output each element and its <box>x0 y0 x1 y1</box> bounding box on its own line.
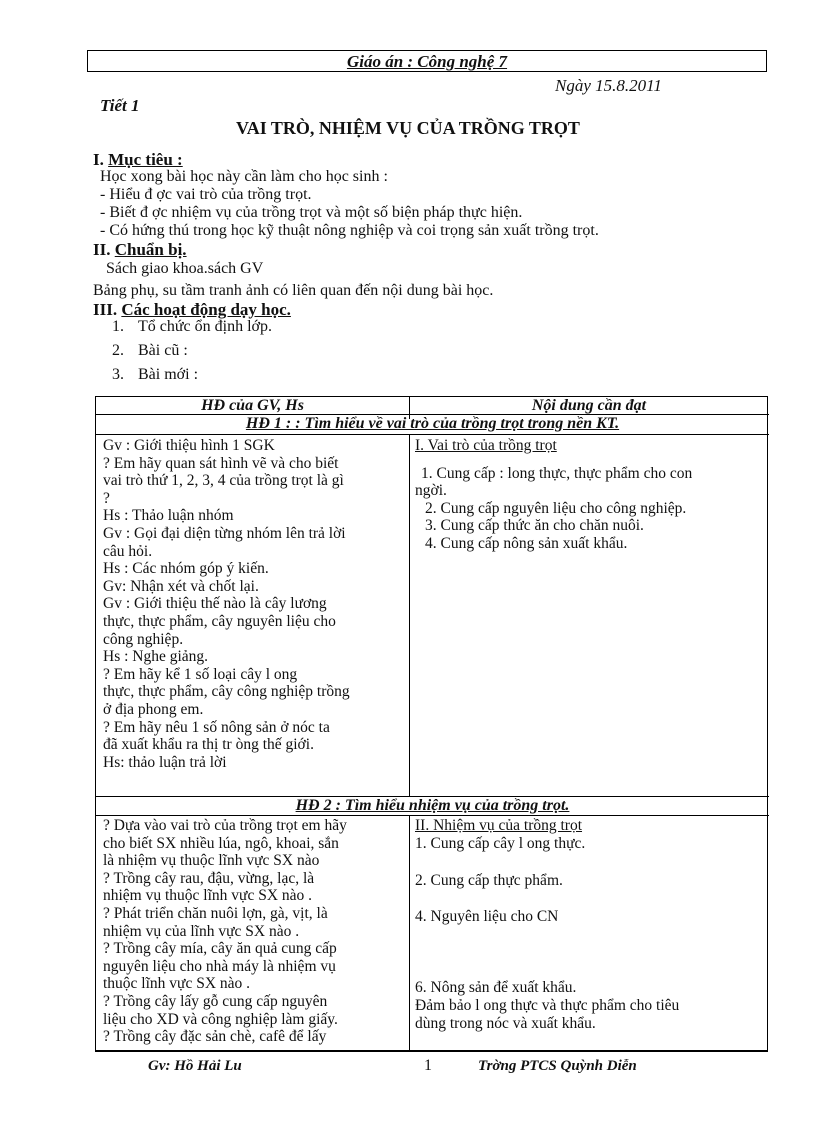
content-heading: II. Nhiệm vụ của trồng trọt <box>415 817 583 834</box>
text-line: thực, thực phẩm, cây công nghiệp trồng <box>103 683 350 701</box>
lesson-title: VAI TRÒ, NHIỆM VỤ CỦA TRỒNG TRỌT <box>236 118 580 138</box>
text-line: thuộc lĩnh vực SX nào . <box>103 975 251 993</box>
page-number: 1 <box>424 1057 432 1074</box>
row-divider <box>96 815 769 816</box>
activity-2-title: HĐ 2 : Tìm hiểu nhiệm vụ của trồng trọt. <box>295 797 570 814</box>
objectives-line: Học xong bài học này cần làm cho học sinh : <box>100 168 388 185</box>
text-line: ? Dựa vào vai trò của trồng trọt em hãy <box>103 817 347 834</box>
preparation-line: Sách giao khoa.sách GV <box>106 260 264 277</box>
activity-1-title: HĐ 1 : : Tìm hiểu về vai trò của trồng trọt trong nền KT. <box>245 415 620 432</box>
lesson-date: Ngày 15.8.2011 <box>555 76 662 95</box>
text-line: ? Em hãy quan sát hình vẽ và cho biết <box>103 454 339 472</box>
list-text: Tổ chức ổn định lớp. <box>138 318 272 335</box>
text-line: Hs : Các nhóm góp ý kiến. <box>103 560 269 578</box>
activity-list-item <box>112 366 198 384</box>
content-line: 4. Nguyên liệu cho CN <box>415 907 559 925</box>
section-number: I. <box>93 150 104 169</box>
text-line: nguyên liệu cho nhà máy là nhiệm vụ <box>103 957 336 975</box>
lesson-activity-table <box>95 396 768 1051</box>
text-line: Gv : Giới thiệu thế nào là cây lương <box>103 595 327 613</box>
text-line: ? Trồng cây đặc sản chè, cafê để lấy <box>103 1028 327 1046</box>
column-header-content: Nội dung cần đạt <box>531 397 647 414</box>
text-line: ở địa phong em. <box>103 700 204 718</box>
text-line: công nghiệp. <box>103 630 184 648</box>
text-line: Gv : Gọi đại diện từng nhóm lên trả lời <box>103 524 346 542</box>
text-line: ? Trồng cây rau, đậu, vừng, lạc, là <box>103 869 315 887</box>
text-line: Hs : Nghe giảng. <box>103 648 209 666</box>
text-line: đã xuất khẩu ra thị tr òng thế giới. <box>103 736 314 754</box>
text-line: ? Em hãy nêu 1 số nông sản ở nóc ta <box>103 718 330 736</box>
text-line: Hs : Thảo luận nhóm <box>103 507 234 525</box>
text-line: ? <box>103 489 110 507</box>
objectives-line: - Biết đ ợc nhiệm vụ của trồng trọt và một số biện pháp thực hiện. <box>100 204 523 221</box>
content-line: 2. Cung cấp nguyên liệu cho công nghiệp. <box>425 499 687 517</box>
content-line: 6. Nông sản để xuất khẩu. <box>415 979 577 997</box>
text-line: vai trò thứ 1, 2, 3, 4 của trồng trọt là gì <box>103 472 344 490</box>
text-line: liệu cho XD và công nghiệp làm giấy. <box>103 1010 338 1028</box>
footer-school: Trờng PTCS Quỳnh Diễn <box>478 1058 637 1074</box>
text-line: Hs: thảo luận trả lời <box>103 753 227 771</box>
section-number: III. <box>93 300 118 319</box>
list-text: Bài cũ : <box>138 342 188 359</box>
content-heading: I. Vai trò của trồng trọt <box>415 437 557 454</box>
text-line: ? Trồng cây mía, cây ăn quả cung cấp <box>103 940 337 958</box>
row-divider <box>96 434 769 435</box>
text-line: cho biết SX nhiều lúa, ngô, khoai, sắn <box>103 834 339 852</box>
text-line: ? Em hãy kể 1 số loại cây l ong <box>103 665 298 683</box>
content-line: 1. Cung cấp cây l ong thực. <box>415 834 586 852</box>
footer-rule <box>95 1051 768 1052</box>
text-line: nhiệm vụ của lĩnh vực SX nào . <box>103 922 300 940</box>
activity-2-content-column <box>415 817 679 1032</box>
section-heading-text: Các hoạt động dạy học. <box>121 300 291 319</box>
activity-2-teacher-column <box>103 817 347 1046</box>
list-text: Bài mới : <box>138 366 199 383</box>
column-divider <box>409 815 410 1052</box>
activity-list-item <box>112 342 188 360</box>
column-header-activities: HĐ của GV, Hs <box>201 397 304 414</box>
content-line: Đảm bảo l ong thực và thực phẩm cho tiêu <box>415 996 680 1014</box>
text-line: câu hỏi. <box>103 542 153 560</box>
content-line: dùng trong nóc và xuất khẩu. <box>415 1014 596 1032</box>
content-line: 1. Cung cấp : long thực, thực phẩm cho con <box>421 464 693 482</box>
text-line: nhiệm vụ thuộc lĩnh vực SX nào . <box>103 887 313 905</box>
column-divider <box>409 434 410 796</box>
section-activities-heading <box>93 300 291 320</box>
activity-1-content-column <box>415 437 692 553</box>
activity-1-teacher-column <box>103 437 350 771</box>
text-line: Gv: Nhận xét và chốt lại. <box>103 577 259 595</box>
section-objectives-heading <box>93 150 183 170</box>
objectives-line: - Có hứng thú trong học kỹ thuật nông nghiệp và coi trọng sản xuất trồng trọt. <box>100 222 599 239</box>
section-number: II. <box>93 240 111 259</box>
preparation-line: Bảng phụ, su tầm tranh ảnh có liên quan đến nội dung bài học. <box>93 282 494 299</box>
list-number: 1. <box>112 318 124 335</box>
list-number: 2. <box>112 342 124 359</box>
text-line: Gv : Giới thiệu hình 1 SGK <box>103 437 275 454</box>
text-line: thực, thực phẩm, cây nguyên liệu cho <box>103 612 336 630</box>
content-line: 3. Cung cấp thức ăn cho chăn nuôi. <box>425 517 644 535</box>
footer-author: Gv: Hồ Hải Lu <box>148 1058 242 1074</box>
content-line: ngời. <box>415 482 447 500</box>
section-heading-text: Chuẩn bị. <box>114 240 187 259</box>
activity-list-item <box>112 318 272 336</box>
content-line: 2. Cung cấp thực phẩm. <box>415 872 563 890</box>
objectives-line: - Hiểu đ ợc vai trò của trồng trọt. <box>100 186 312 203</box>
lesson-number: Tiết 1 <box>100 96 140 115</box>
section-preparation-heading <box>93 240 187 260</box>
text-line: là nhiệm vụ thuộc lĩnh vực SX nào <box>103 852 320 870</box>
text-line: ? Trồng cây lấy gỗ cung cấp nguyên <box>103 992 328 1010</box>
text-line: ? Phát triển chăn nuôi lợn, gà, vịt, là <box>103 904 328 922</box>
section-heading-text: Mục tiêu : <box>108 150 183 169</box>
document-header-title: Giáo án : Công nghệ 7 <box>346 52 508 71</box>
content-line: 4. Cung cấp nông sản xuất khẩu. <box>425 534 628 552</box>
list-number: 3. <box>112 366 124 383</box>
